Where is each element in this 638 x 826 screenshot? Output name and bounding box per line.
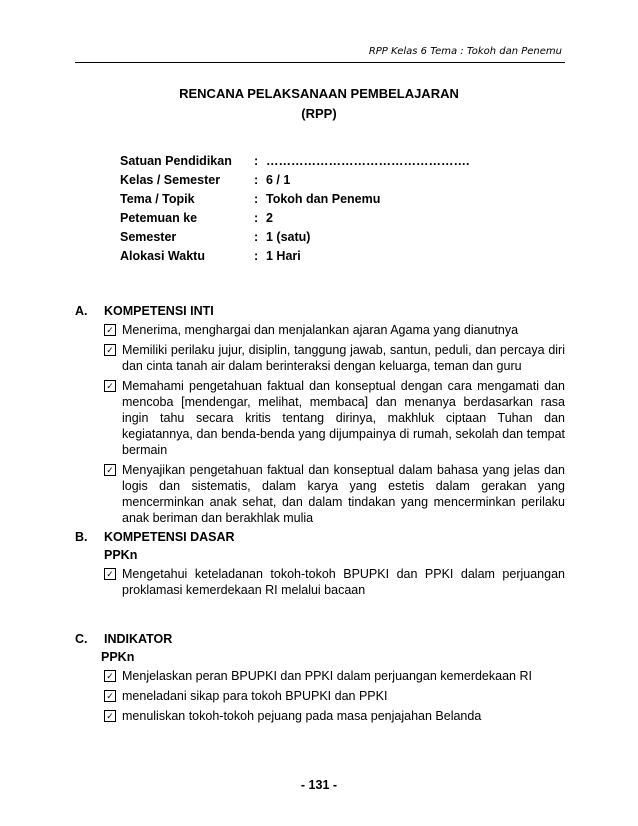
checkbox-checked-icon: ✓	[104, 380, 116, 392]
checkbox-checked-icon: ✓	[104, 324, 116, 336]
section-title: INDIKATOR	[104, 632, 173, 646]
list-item	[104, 668, 565, 684]
list-item-text: Mengetahui keteladanan tokoh-tokoh BPUPKI dan PPKI dalam perjuangan proklamasi kemerdekaan RI melalui bacaan	[122, 567, 565, 597]
list-item	[104, 462, 565, 526]
page-number: - 131 -	[300, 778, 338, 792]
section-heading	[75, 302, 565, 320]
section-title: KOMPETENSI DASAR	[104, 530, 235, 544]
identity-row-time	[120, 247, 469, 266]
running-header: RPP Kelas 6 Tema : Tokoh dan Penemu	[368, 46, 562, 57]
document-title: RENCANA PELAKSANAAN PEMBELAJARAN	[179, 86, 459, 101]
identity-colon: :	[254, 192, 259, 206]
checklist	[104, 566, 565, 598]
list-item-text: meneladani sikap para tokoh BPUPKI dan PPKI	[122, 689, 388, 703]
identity-row-school	[120, 152, 469, 171]
list-item	[104, 322, 565, 338]
list-item	[104, 378, 565, 458]
identity-label: Petemuan ke	[120, 211, 198, 225]
identity-table	[120, 152, 469, 266]
list-item	[104, 566, 565, 598]
header-rule	[75, 62, 565, 63]
identity-row-theme	[120, 190, 469, 209]
identity-value: 6 / 1	[266, 173, 291, 187]
checklist	[104, 322, 565, 526]
checkbox-checked-icon: ✓	[104, 670, 116, 682]
checkbox-checked-icon: ✓	[104, 568, 116, 580]
list-item	[104, 708, 565, 724]
list-item	[104, 342, 565, 374]
section-kompetensi-inti	[75, 302, 565, 530]
checkbox-checked-icon: ✓	[104, 344, 116, 356]
section-heading	[75, 528, 565, 546]
identity-colon: :	[254, 154, 259, 168]
section-heading	[75, 630, 565, 648]
identity-colon: :	[254, 211, 259, 225]
list-item-text: menuliskan tokoh-tokoh pejuang pada masa penjajahan Belanda	[122, 709, 482, 723]
section-kompetensi-dasar	[75, 528, 565, 602]
checklist	[104, 668, 565, 724]
section-indikator	[75, 630, 565, 728]
section-letter: A.	[75, 304, 88, 318]
section-letter: C.	[75, 632, 88, 646]
checkbox-checked-icon: ✓	[104, 464, 116, 476]
list-item-text: Memahami pengetahuan faktual dan konseptual dengan cara mengamati dan mencoba [mendengar, melihat, membaca] dan menanya berdasarkan rasa ingin tahu secara kritis tentang dirinya, makhluk ciptaan Tuhan dan kegiatannya, dan benda-benda yang dijumpainya di rumah, sekolah dan tempat bermain	[122, 379, 565, 457]
subject-heading: PPKn	[101, 650, 135, 664]
identity-value: 2	[266, 211, 273, 225]
identity-label: Semester	[120, 230, 177, 244]
identity-label: Alokasi Waktu	[120, 249, 205, 263]
identity-label: Tema / Topik	[120, 192, 195, 206]
identity-label: Satuan Pendidikan	[120, 154, 232, 168]
identity-colon: :	[254, 173, 259, 187]
section-letter: B.	[75, 530, 88, 544]
identity-row-class	[120, 171, 469, 190]
identity-colon: :	[254, 230, 259, 244]
identity-value: ………………………………………….	[266, 154, 470, 168]
subject-heading: PPKn	[104, 548, 138, 562]
identity-row-meeting	[120, 209, 469, 228]
identity-colon: :	[254, 249, 259, 263]
checkbox-checked-icon: ✓	[104, 710, 116, 722]
document-subtitle: (RPP)	[301, 106, 337, 121]
list-item-text: Menerima, menghargai dan menjalankan ajaran Agama yang dianutnya	[122, 323, 519, 337]
list-item-text: Memiliki perilaku jujur, disiplin, tanggung jawab, santun, peduli, dan percaya diri dan cinta tanah air dalam berinteraksi dengan keluarga, teman dan guru	[122, 343, 565, 373]
identity-row-semester	[120, 228, 469, 247]
section-title: KOMPETENSI INTI	[104, 304, 214, 318]
checkbox-checked-icon: ✓	[104, 690, 116, 702]
identity-value: 1 (satu)	[266, 230, 311, 244]
identity-value: Tokoh dan Penemu	[266, 192, 381, 206]
identity-value: 1 Hari	[266, 249, 301, 263]
identity-label: Kelas / Semester	[120, 173, 221, 187]
list-item	[104, 688, 565, 704]
list-item-text: Menjelaskan peran BPUPKI dan PPKI dalam perjuangan kemerdekaan RI	[122, 669, 532, 683]
list-item-text: Menyajikan pengetahuan faktual dan konseptual dalam bahasa yang jelas dan logis dan sistematis, dalam karya yang estetis dalam gerakan yang mencerminkan anak sehat, dan dalam tindakan yang mencerminkan perilaku anak beriman dan berakhlak mulia	[122, 463, 565, 525]
